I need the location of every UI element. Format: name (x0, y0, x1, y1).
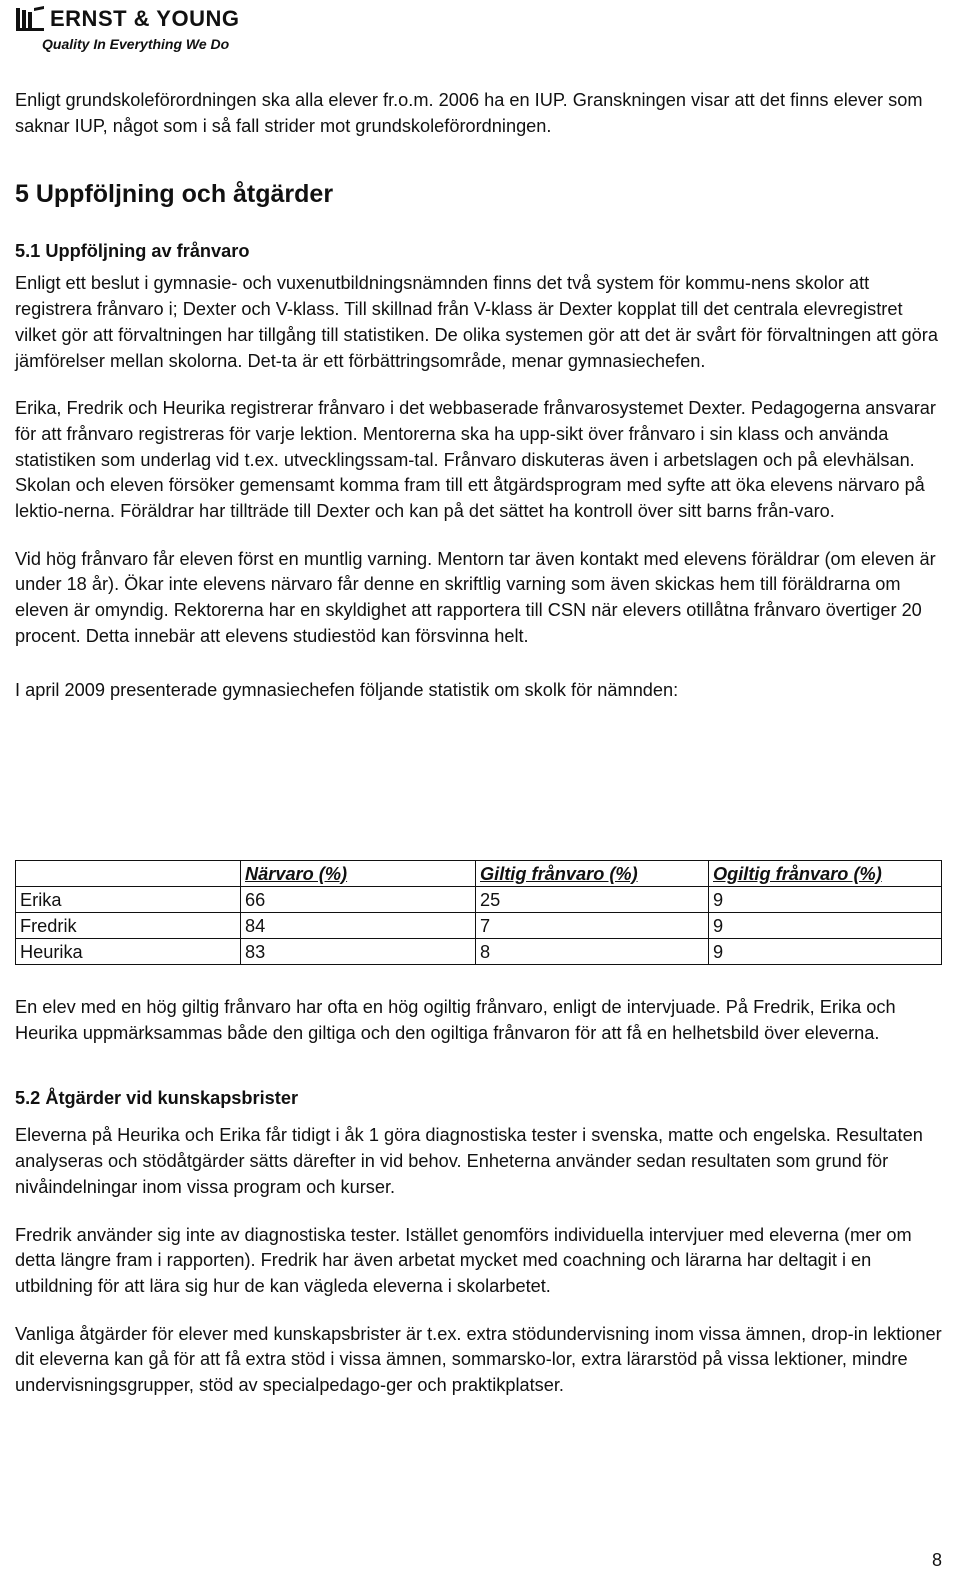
table-row (16, 939, 942, 965)
paragraph-5-1-d: I april 2009 presenterade gymnasiechefen följande statistik om skolk för nämnden: (15, 679, 679, 700)
table-cell: Fredrik (16, 913, 241, 939)
table-cell: Erika (16, 887, 241, 913)
section-5-2-heading: 5.2 Åtgärder vid kunskapsbrister (15, 1088, 299, 1109)
paragraph-5-1-e: En elev med en hög giltig frånvaro har ofta en hög ogiltig frånvaro, enligt de intervjuade. På Fredrik, Erika och Heurika uppmärksammas både den giltiga och den ogiltiga frånvaron för att få en helhetsbild över eleverna. (15, 997, 896, 1043)
intro-paragraph: Enligt grundskoleförordningen ska alla elever fr.o.m. 2006 ha en IUP. Granskningen visar att det finns elever som saknar IUP, något som i så fall strider mot grundskoleförordningen. (15, 90, 923, 136)
logo-tagline: Quality In Everything We Do (42, 36, 230, 52)
table-header-cell (16, 861, 241, 887)
table-cell: Heurika (16, 939, 241, 965)
table-row (16, 913, 942, 939)
table-cell: 7 (476, 913, 709, 939)
table-header-cell: Giltig frånvaro (%) (476, 861, 709, 887)
paragraph-5-2-c: Vanliga åtgärder för elever med kunskapsbrister är t.ex. extra stödundervisning inom vissa ämnen, drop-in lektioner dit eleverna kan gå för att få extra stöd i vissa ämnen, sommarsko-lor, extra lärarstöd på vissa lektioner, mindre undervisningsgrupper, stöd av specialpedago-ger och praktikplatser. (15, 1323, 942, 1396)
paragraph-5-1-c: Vid hög frånvaro får eleven först en muntlig varning. Mentorn tar även kontakt med elevens föräldrar (om eleven är under 18 år). Ökar inte elevens närvaro får denne en skriftlig varning som även skickas hem till föräldrarna om eleven är omyndig. Rektorerna har en skyldighet att rapportera till CSN när elevers otillåtna frånvaro övertiger 20 procent. Detta innebär att elevens studiestöd kan försvinna helt. (15, 548, 936, 646)
table-cell: 8 (476, 939, 709, 965)
ey-logo-mark-icon (16, 6, 44, 32)
table-cell: 9 (709, 913, 942, 939)
table-row (16, 887, 942, 913)
section-5-heading: 5 Uppföljning och åtgärder (15, 180, 334, 209)
table-cell: 66 (241, 887, 476, 913)
table-cell: 9 (709, 939, 942, 965)
table-cell: 83 (241, 939, 476, 965)
table-cell: 9 (709, 887, 942, 913)
page-number: 8 (931, 1550, 942, 1570)
absence-statistics-table (15, 860, 942, 965)
paragraph-5-1-b: Erika, Fredrik och Heurika registrerar frånvaro i det webbaserade frånvarosystemet Dexter. Pedagogerna ansvarar för att frånvaro registreras för varje lektion. Mentorerna ska ha upp-sikt över frånvaro i sin klass och använda statistiken som underlag vid t.ex. utvecklingssam-tal. Frånvaro diskuteras även i arbetslagen och på elevhälsan. Skolan och eleven försöker gemensamt komma fram till ett åtgärdsprogram med syfte att öka elevens närvaro på lektio-nerna. Föräldrar har tillträde till Dexter och kan på det sättet ha kontroll över sitt barns från-varo. (15, 398, 936, 522)
logo-name: ERNST & YOUNG (50, 6, 240, 31)
table-header-cell: Närvaro (%) (241, 861, 476, 887)
company-logo (14, 4, 274, 54)
document-body-continued (15, 995, 945, 1399)
paragraph-5-1-a: Enligt ett beslut i gymnasie- och vuxenutbildningsnämnden finns det två system för kommu-nens skolor att registrera frånvaro i; Dexter och V-klass. Till skillnad från V-klass är Dexter kopplat till det centrala elevregistret vilket gör att förvaltningen har tillgång till statistiken. De olika systemen gör att det är svårt för förvaltningen att göra jämförelser mellan skolorna. Det-ta är ett förbättringsområde, menar gymnasiechefen. (15, 273, 938, 371)
table-header-cell: Ogiltig frånvaro (%) (709, 861, 942, 887)
paragraph-5-2-a: Eleverna på Heurika och Erika får tidigt i åk 1 göra diagnostiska tester i svenska, matte och engelska. Resultaten analyseras och stödåtgärder sätts därefter in vid behov. Enheterna använder sedan resultaten som grund för nivåindelningar inom vissa program och kurser. (15, 1125, 923, 1197)
paragraph-5-2-b: Fredrik använder sig inte av diagnostiska tester. Istället genomförs individuella intervjuer med eleverna (mer om detta längre fram i rapporten). Fredrik har även arbetat mycket med coachning och lärarna har deltagit i en utbildning för att lära sig hur de kan vägleda eleverna i skolarbetet. (15, 1224, 912, 1296)
document-body (15, 88, 945, 703)
table-cell: 25 (476, 887, 709, 913)
section-5-1-heading: 5.1 Uppföljning av frånvaro (15, 241, 250, 262)
table-header-row (16, 861, 942, 887)
table-cell: 84 (241, 913, 476, 939)
